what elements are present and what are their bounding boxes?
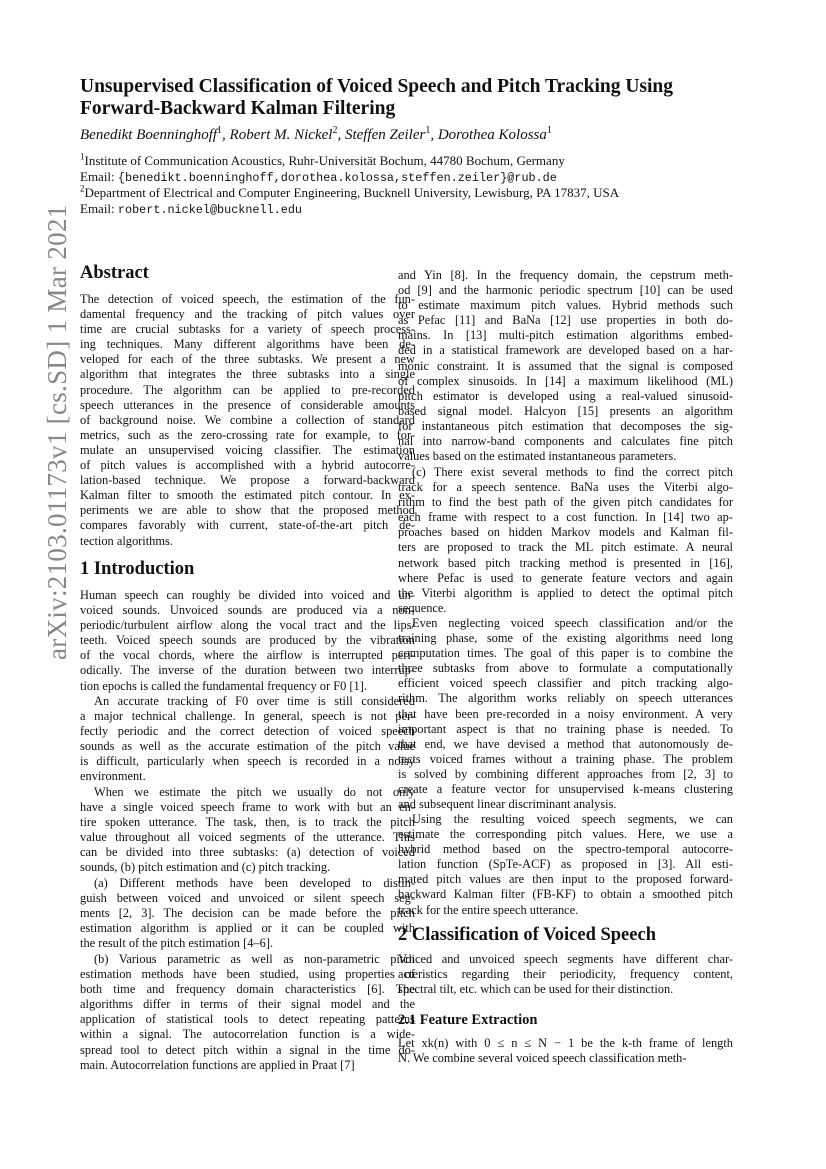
text-line: based signal model. Halcyon [15] presents an algorithm [398,403,733,418]
text-line: mains. In [13] multi-pitch estimation algorithms embed- [398,328,733,343]
intro-paragraph [80,694,415,785]
text-line: Even neglecting voiced speech classification and/or the [412,616,733,630]
text-line: voiced sounds. Unvoiced sounds are produced via a non- [80,603,415,618]
text-line: damental frequency and the tracking of pitch values over [80,307,415,322]
text-line: periments we are able to show that the proposed method [80,503,415,518]
text-line: hybrid method based on the spectro-temporal autocorre- [398,842,733,857]
text-line: of background noise. We combine a collection of standard [80,412,415,427]
author-name: Steffen Zeiler [344,127,426,143]
text-line: rithm to find the best path of the given pitch candidates for [398,495,733,510]
text-line: (a) Different methods have been developed to distin- [94,876,415,890]
text-line: fectly periodic and the correct detection of voiced speech [80,724,415,739]
body-paragraph [398,465,733,616]
text-line: Voiced and unvoiced speech segments have different char- [398,952,733,966]
author-affiliation-mark: 1 [425,125,431,136]
intro-paragraph [80,952,415,1073]
abstract-heading: Abstract [80,263,149,283]
intro-paragraph [80,588,415,694]
affiliation-text: Institute of Communication Acoustics, Ruhr-Universität Bochum, 44780 Bochum, Germany [84,153,565,168]
author-name: Dorothea Kolossa [437,127,547,143]
text-line: Kalman filter to smooth the estimated pitch contour. In ex- [80,488,415,503]
text-line: for instantaneous pitch estimation that decomposes the sig- [398,418,733,433]
text-line: od [9] and the harmonic periodic spectrum [10] can be used [398,283,733,298]
author-affiliation-mark: 1 [217,125,223,136]
text-line: ments [2, 3]. The decision can be made before the pitch [80,906,415,921]
text-line: can be divided into three subtasks: (a) detection of voiced [80,845,415,860]
text-line: The detection of voiced speech, the estimation of the fun- [80,292,415,306]
text-line: (c) There exist several methods to find the correct pitch [412,465,733,479]
text-line: application of statistical tools to detect repeating patterns [80,1012,415,1027]
text-line: spectral tilt, etc. which can be used for their distinction. [398,982,674,997]
section-heading: 2 Classification of Voiced Speech [398,925,656,945]
text-line: ters are proposed to track the ML pitch estimate. A neural [398,540,733,555]
text-line: tion epochs is called the fundamental frequency or F0 [1]. [80,678,367,693]
text-line: algorithms differ in terms of their signal model and the [80,997,415,1012]
text-line: ded in a statistical framework are developed based on a har- [398,343,733,358]
text-line: create a feature vector for unsupervised k-means clustering [398,782,733,797]
text-line: is difficult, particularly when speech is recorded in a noisy [80,754,415,769]
text-line: mulate an unsupervised voicing classifier. The estimation [80,442,415,457]
paper-title [80,76,760,120]
text-line: important aspect is that no training phase is needed. To [398,721,733,736]
intro-paragraph [80,876,415,951]
author-list: Benedikt Boenninghoff$^1$, Robert M. Nickel$^2$, Steffen Zeiler$^1$, Dorothea Kolossa$^1$ [80,125,552,143]
text-line: is solved by combining different approaches from [2, 3] to [398,766,733,781]
text-line: speech utterances in the presence of considerable amounts [80,397,415,412]
text-line: rithm. The algorithm works reliably on speech utterances [398,691,733,706]
body-paragraph [398,952,733,997]
text-line: sounds, (b) pitch estimation and (c) pitch tracking. [80,860,331,875]
text-line: estimation algorithm is applied or it can be coupled with [80,921,415,936]
text-line: ing techniques. Many different algorithms have been de- [80,337,415,352]
text-line: guish between voiced and unvoiced or silent speech seg- [80,891,415,906]
abstract-paragraph [80,292,415,549]
text-line: lation-based technique. We propose a forward-backward [80,473,415,488]
introduction-heading: 1 Introduction [80,559,195,579]
email-label: Email: [80,201,118,216]
text-line: spread tool to detect pitch within a signal in the time do- [80,1042,415,1057]
text-line: estimation methods have been studied, using properties of [80,967,415,982]
email-address[interactable]: robert.nickel@bucknell.edu [117,203,302,217]
text-line: where Pefac is used to generate feature vectors and again [398,570,733,585]
text-line: efficient voiced speech classifier and pitch tracking algo- [398,676,733,691]
text-line: teeth. Voiced speech sounds are produced by the vibration [80,633,415,648]
text-line: of complex sinusoids. In [14] a maximum likelihood (ML) [398,373,733,388]
text-line: When we estimate the pitch we usually do not only [94,785,415,799]
text-line: metrics, such as the zero-crossing rate for example, to for- [80,427,415,442]
text-line: environment. [80,769,146,784]
affiliation-number: 2 [80,183,85,194]
text-line: that end, we have devised a method that autonomously de- [398,736,733,751]
text-line: the Viterbi algorithm is applied to detect the optimal pitch [398,585,733,600]
text-line: within a signal. The autocorrelation function is a wide- [80,1027,415,1042]
text-line: as Pefac [11] and BaNa [12] use properties in both do- [398,313,733,328]
text-line: periodic/turbulent airflow along the vocal tract and the lips/ [80,618,415,633]
text-line: (b) Various parametric as well as non-parametric pitch [94,952,415,966]
text-line: lation function (SpTe-ACF) as proposed in [3]. All esti- [398,857,733,872]
arxiv-identifier[interactable]: arXiv:2103.01173v1 [cs.SD] 1 Mar 2021 [42,204,72,660]
text-line: of the vocal chords, where the airflow is interrupted peri- [80,648,415,663]
text-line: An accurate tracking of F0 over time is still considered [94,694,415,708]
text-line: odically. The inverse of the duration between two interrup- [80,663,415,678]
text-line: Using the resulting voiced speech segments, we can [412,812,733,826]
author-name: Benedikt Boenninghoff [80,127,218,143]
text-line: the result of the pitch estimation [4–6]. [80,936,274,951]
intro-paragraph [80,785,415,876]
text-line: time are crucial subtasks for a variety of speech process- [80,322,415,337]
text-line: proaches based on hidden Markov models and Kalman fil- [398,525,733,540]
text-line: mated pitch values are then input to the proposed forward- [398,872,733,887]
email-address[interactable]: {benedikt.boenninghoff,dorothea.kolossa,steffen.zeiler}@rub.de [117,171,557,185]
affiliations [80,153,760,217]
text-line: each frame with respect to a cost function. In [14] two ap- [398,510,733,525]
title-line: Forward-Backward Kalman Filtering [80,98,396,119]
text-line: pitch estimator is developed using a real-valued sinusoid- [398,388,733,403]
author-affiliation-mark: 1 [546,125,552,136]
text-line: N. We combine several voiced speech classification meth- [398,1051,687,1066]
text-line: procedure. The algorithm can be applied to pre-recorded [80,382,415,397]
text-line: tects voiced frames without a training phase. The problem [398,751,733,766]
author-affiliation-mark: 2 [332,125,338,136]
text-line: three subtasks from above to formulate a computationally [398,661,733,676]
text-line: network based pitch tracking method is presented in [16], [398,555,733,570]
text-line: veloped for each of the three subtasks. We present a new [80,352,415,367]
text-line: to estimate maximum pitch values. Hybrid methods such [398,298,733,313]
body-paragraph [398,812,733,918]
text-line: of pitch values is accomplished with a hybrid autocorre- [80,458,415,473]
text-line: algorithm that integrates the three subtasks into a single [80,367,415,382]
text-line: nal into narrow-band components and calculates fine pitch [398,434,733,449]
text-line: that have been pre-recorded in a noisy environment. A very [398,706,733,721]
affiliation-number: 1 [80,151,85,162]
text-line: computation times. The goal of this paper is to combine the [398,646,733,661]
text-line: a major technical challenge. In general, speech is not per- [80,709,415,724]
text-line: sequence. [398,600,447,615]
text-line: acteristics regarding their periodicity, frequency content, [398,967,733,982]
title-line: Unsupervised Classification of Voiced Speech and Pitch Tracking Using [80,76,674,97]
text-line: track for the entire speech utterance. [398,902,579,917]
text-line: tire spoken utterance. The task, then, is to track the pitch [80,815,415,830]
text-line: value throughout all voiced segments of the utterance. This [80,830,415,845]
affiliation-text: Department of Electrical and Computer Engineering, Bucknell University, Lewisburg, PA 17837, USA [84,185,620,200]
text-line: main. Autocorrelation functions are applied in Praat [7] [80,1057,355,1072]
text-line: Let xk(n) with 0 ≤ n ≤ N − 1 be the k-th frame of length [398,1036,733,1050]
text-line: track for a speech sentence. BaNa uses the Viterbi algo- [398,480,733,495]
text-line: values based on the estimated instantaneous parameters. [398,449,677,464]
email-label: Email: [80,169,118,184]
text-line: and subsequent linear discriminant analysis. [398,797,617,812]
body-paragraph [398,616,733,812]
body-paragraph [398,268,733,464]
text-line: estimate the corresponding pitch values. Here, we use a [398,827,733,842]
text-line: Human speech can roughly be divided into voiced and un- [80,588,415,602]
text-line: and Yin [8]. In the frequency domain, the cepstrum meth- [398,268,733,282]
text-line: backward Kalman filter (FB-KF) to obtain a smoothed pitch [398,887,733,902]
subsection-heading: 2.1 Feature Extraction [398,1012,538,1028]
text-line: both time and frequency domain characteristics [6]. The [80,982,415,997]
text-line: training phase, some of the existing algorithms need long [398,631,733,646]
text-line: tection algorithms. [80,533,173,548]
text-line: monic constraint. It is assumed that the signal is composed [398,358,733,373]
body-paragraph [398,1036,733,1066]
author-name: Robert M. Nickel [229,127,333,143]
text-line: compares favorably with current, state-of-the-art pitch de- [80,518,415,533]
text-line: have a single voiced speech frame to work with but an en- [80,800,415,815]
text-line: sounds as well as the accurate estimation of the pitch value [80,739,415,754]
